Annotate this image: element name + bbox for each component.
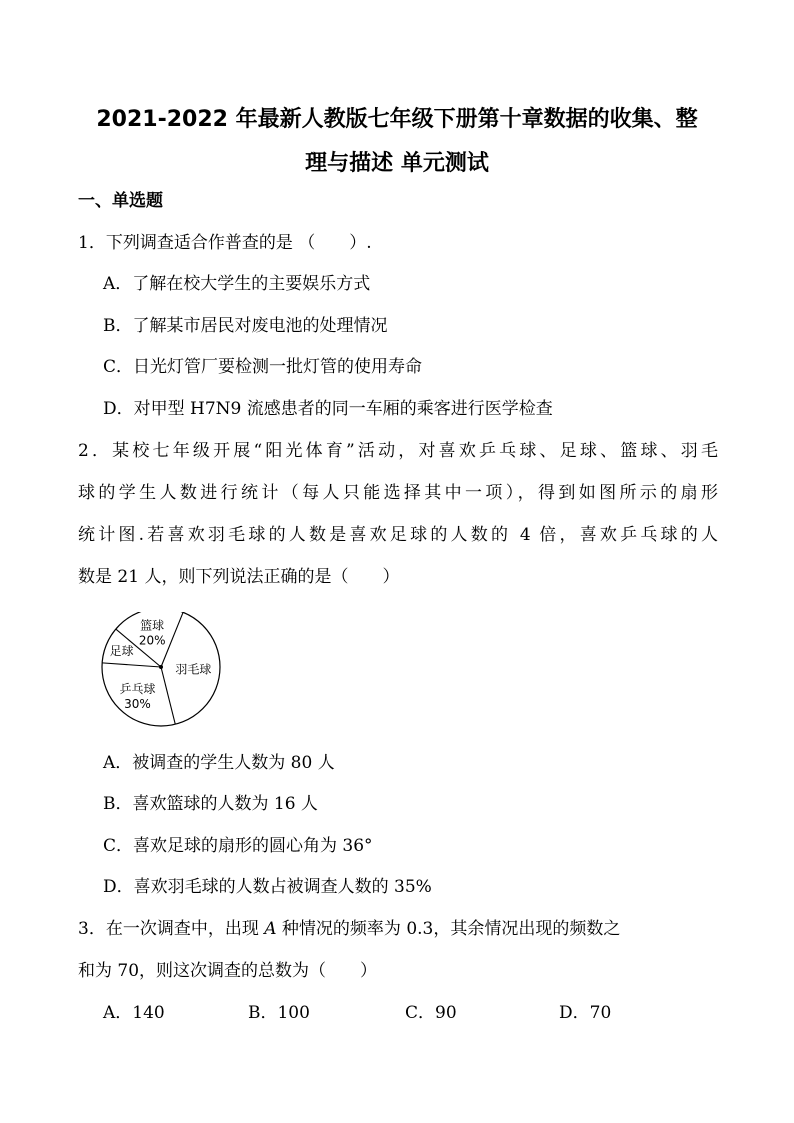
question-1-option-d: D．对甲型 H7N9 流感患者的同一车厢的乘客进行医学检查 — [103, 399, 553, 419]
question-3-option-c: C．90 — [405, 1003, 457, 1023]
question-2-stem-line-4: 数是 21 人，则下列说法正确的是（ ） — [78, 567, 400, 587]
pie-slice-percent-label: 20% — [138, 633, 166, 648]
question-2-option-d: D．喜欢羽毛球的人数占被调查人数的 35% — [103, 877, 432, 897]
question-3-stem-pre: 3．在一次调查中，出现 — [78, 919, 265, 939]
question-1-stem: 1．下列调查适合作普查的是 （ ）. — [78, 233, 372, 253]
question-3-option-b: B．100 — [248, 1003, 310, 1023]
question-3-stem-post: 种情况的频率为 0.3，其余情况出现的频数之 — [276, 919, 621, 939]
document-title-line-1: 2021-2022 年最新人教版七年级下册第十章数据的收集、整 — [96, 107, 698, 132]
question-2-option-b: B．喜欢篮球的人数为 16 人 — [103, 794, 318, 814]
question-1-option-a: A．了解在校大学生的主要娱乐方式 — [103, 274, 371, 294]
question-2-option-a: A．被调查的学生人数为 80 人 — [103, 753, 335, 773]
question-1-option-b: B．了解某市居民对废电池的处理情况 — [103, 316, 388, 336]
question-2-stem-line-3: 统计图.若喜欢羽毛球的人数是喜欢足球的人数的 4 倍，喜欢乒乓球的人 — [78, 525, 718, 545]
section-heading: 一、单选题 — [78, 191, 163, 211]
pie-center-dot — [159, 665, 163, 669]
pie-chart — [96, 612, 231, 732]
question-3-stem-line-2: 和为 70，则这次调查的总数为（ ） — [78, 961, 378, 981]
document-title-line-2: 理与描述 单元测试 — [305, 151, 489, 176]
question-2-stem-line-1: 2．某校七年级开展“阳光体育”活动，对喜欢乒乓球、足球、篮球、羽毛 — [78, 441, 718, 461]
pie-slice-label: 足球 — [109, 644, 134, 659]
question-3-option-a: A．140 — [103, 1003, 165, 1023]
question-2-stem-line-2: 球的学生人数进行统计（每人只能选择其中一项），得到如图所示的扇形 — [78, 483, 718, 503]
question-3-variable: A — [264, 919, 277, 939]
question-1-option-c: C．日光灯管厂要检测一批灯管的使用寿命 — [103, 357, 423, 377]
pie-slice-label: 篮球 — [140, 618, 165, 633]
question-3-option-d: D．70 — [559, 1003, 612, 1023]
question-2-option-c: C．喜欢足球的扇形的圆心角为 36° — [103, 836, 373, 856]
pie-slice-label: 乒乓球 — [119, 682, 156, 697]
question-3-stem-line-1 — [78, 916, 620, 942]
pie-slice-percent-label: 30% — [124, 697, 151, 712]
pie-chart-svg — [96, 612, 231, 732]
pie-slice-label: 羽毛球 — [175, 662, 212, 677]
